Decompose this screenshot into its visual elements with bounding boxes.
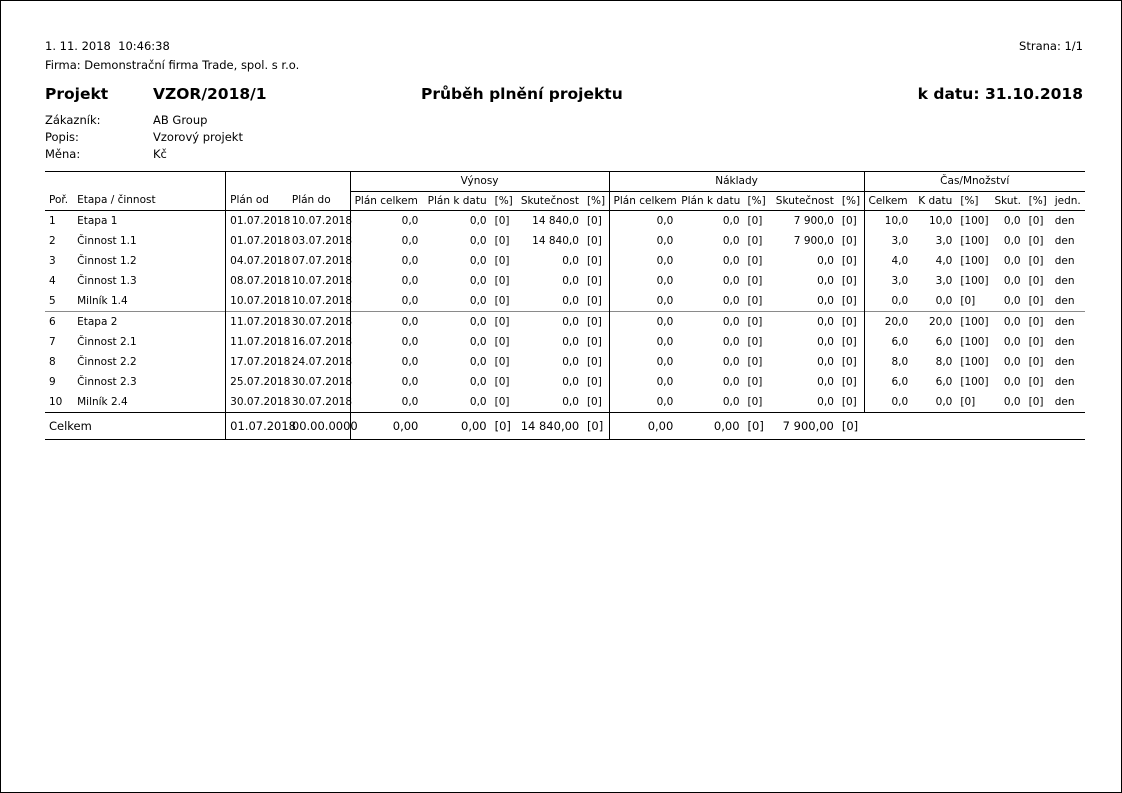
cell-c-jedn: den <box>1054 295 1075 307</box>
cell-v-skutecnost-pct: [0] <box>586 376 602 388</box>
cell-c-k-datu-pct: [100] <box>960 255 989 267</box>
group-header-naklady: Náklady <box>609 172 864 192</box>
cell-v-plan-k-datu: 0,0 <box>469 295 487 307</box>
cell-n-skutecnost: 0,0 <box>817 255 834 267</box>
cell-c-celkem: 0,0 <box>864 392 912 413</box>
total-n-plan-celkem: 0,00 <box>609 413 677 440</box>
cell-c-k-datu-pct: [100] <box>960 215 989 227</box>
cell-v-skutecnost-pct: [0] <box>586 275 602 287</box>
cell-n-plan-k-datu: 0,0 <box>722 356 740 368</box>
cell-c-k-datu-pct: [100] <box>956 312 990 333</box>
description-label: Popis: <box>45 130 79 144</box>
cell-name: Činnost 2.1 <box>77 336 137 348</box>
cell-v-plan-celkem: 0,0 <box>350 332 422 352</box>
cell-v-plan-celkem: 0,0 <box>350 251 422 271</box>
cell-v-plan-k-datu: 0,0 <box>422 312 490 333</box>
cell-name: Činnost 2.2 <box>77 356 137 368</box>
cell-v-plan-celkem: 0,0 <box>350 211 422 232</box>
cell-name: Milník 1.4 <box>77 295 128 307</box>
cell-n-plan-celkem: 0,0 <box>609 312 677 333</box>
cell-v-plan-k-datu-pct: [0] <box>494 255 510 267</box>
col-plan-do: Plán do <box>288 172 350 211</box>
cell-c-skut-pct: [0] <box>1028 295 1044 307</box>
cell-n-skutecnost: 0,0 <box>770 312 838 333</box>
cell-c-jedn: den <box>1051 312 1085 333</box>
cell-n-skutecnost-pct: [0] <box>841 275 857 287</box>
cell-n-skutecnost: 7 900,0 <box>793 235 834 247</box>
cell-n-skutecnost-pct: [0] <box>841 336 857 348</box>
cell-n-plan-k-datu: 0,0 <box>722 215 740 227</box>
cell-c-celkem: 6,0 <box>864 372 912 392</box>
cell-plan-od: 01.07.2018 <box>226 211 288 232</box>
cell-v-plan-k-datu: 0,0 <box>469 376 487 388</box>
project-info <box>45 112 1083 163</box>
cell-v-skutecnost: 0,0 <box>562 255 579 267</box>
cell-name: Činnost 1.3 <box>77 275 137 287</box>
cell-n-plan-k-datu-pct: [0] <box>747 235 763 247</box>
cell-v-plan-k-datu: 0,0 <box>469 336 487 348</box>
col-v-skutecnost-pct: [%] <box>583 192 609 211</box>
cell-c-skut: 0,0 <box>1003 255 1021 267</box>
cell-plan-do: 24.07.2018 <box>291 356 352 368</box>
cell-plan-od: 08.07.2018 <box>226 271 288 291</box>
cell-v-plan-celkem: 0,0 <box>350 312 422 333</box>
cell-c-jedn: den <box>1054 215 1075 227</box>
cell-n-skutecnost-pct: [0] <box>841 356 857 368</box>
report-title: Průběh plnění projektu <box>421 85 623 103</box>
cell-n-plan-k-datu: 0,0 <box>722 295 740 307</box>
cell-c-celkem: 3,0 <box>864 271 912 291</box>
cell-n-plan-k-datu: 0,0 <box>722 255 740 267</box>
total-v-plan-celkem: 0,00 <box>350 413 422 440</box>
cell-v-plan-k-datu: 0,0 <box>469 215 487 227</box>
cell-por: 10 <box>45 392 73 413</box>
col-v-plan-k-datu-pct: [%] <box>491 192 517 211</box>
table-row <box>45 231 1085 251</box>
table-row <box>45 312 1085 333</box>
cell-n-plan-k-datu: 0,0 <box>722 275 740 287</box>
cell-n-plan-celkem: 0,0 <box>609 392 677 413</box>
cell-n-plan-celkem: 0,0 <box>609 271 677 291</box>
report-content <box>45 39 1083 440</box>
cell-v-plan-k-datu-pct: [0] <box>494 336 510 348</box>
cell-v-plan-k-datu-pct: [0] <box>494 295 510 307</box>
table-total-row <box>45 413 1085 440</box>
cell-v-skutecnost-pct: [0] <box>583 392 609 413</box>
cell-c-skut: 0,0 <box>990 312 1024 333</box>
col-por: Poř. <box>45 172 73 211</box>
total-n-skutecnost: 7 900,00 <box>770 413 838 440</box>
table-row <box>45 332 1085 352</box>
cell-plan-od: 10.07.2018 <box>226 291 288 312</box>
cell-v-plan-k-datu-pct: [0] <box>491 392 517 413</box>
cell-por: 9 <box>49 376 56 388</box>
col-plan-od: Plán od <box>226 172 288 211</box>
col-c-k-datu-pct: [%] <box>956 192 990 211</box>
col-n-plan-celkem: Plán celkem <box>609 192 677 211</box>
cell-name: Etapa 1 <box>77 215 118 227</box>
cell-n-skutecnost: 0,0 <box>817 295 834 307</box>
cell-por: 1 <box>49 215 56 227</box>
cell-v-plan-k-datu-pct: [0] <box>491 312 517 333</box>
cell-v-skutecnost: 0,0 <box>562 356 579 368</box>
cell-name: Činnost 1.1 <box>77 235 137 247</box>
col-n-skutecnost-pct: [%] <box>838 192 864 211</box>
cell-c-jedn: den <box>1054 336 1075 348</box>
cell-c-k-datu: 0,0 <box>935 295 953 307</box>
cell-c-skut-pct: [0] <box>1028 336 1044 348</box>
cell-plan-do: 03.07.2018 <box>291 235 352 247</box>
cell-v-skutecnost-pct: [0] <box>586 356 602 368</box>
cell-n-plan-k-datu: 0,0 <box>722 336 740 348</box>
total-n-plan-k-datu: 0,00 <box>677 413 743 440</box>
cell-name: Činnost 1.2 <box>77 255 137 267</box>
cell-n-plan-k-datu: 0,0 <box>722 376 740 388</box>
cell-name: Milník 2.4 <box>73 392 226 413</box>
cell-plan-od: 01.07.2018 <box>226 231 288 251</box>
cell-v-skutecnost: 0,0 <box>517 392 583 413</box>
cell-c-jedn: den <box>1054 235 1075 247</box>
cell-n-plan-k-datu-pct: [0] <box>747 255 763 267</box>
cell-n-skutecnost-pct: [0] <box>841 215 857 227</box>
cell-c-skut-pct: [0] <box>1025 312 1051 333</box>
cell-n-plan-k-datu-pct: [0] <box>744 312 770 333</box>
cell-c-skut-pct: [0] <box>1028 255 1044 267</box>
cell-v-skutecnost: 0,0 <box>562 295 579 307</box>
cell-v-plan-k-datu: 0,0 <box>469 235 487 247</box>
cell-c-k-datu: 20,0 <box>912 312 956 333</box>
cell-c-skut-pct: [0] <box>1025 392 1051 413</box>
cell-n-skutecnost-pct: [0] <box>838 312 864 333</box>
cell-c-skut-pct: [0] <box>1028 275 1044 287</box>
cell-v-plan-k-datu-pct: [0] <box>494 356 510 368</box>
cell-name: Činnost 2.3 <box>77 376 137 388</box>
print-datetime: 1. 11. 2018 10:46:38 <box>45 39 170 53</box>
cell-c-celkem: 20,0 <box>864 312 912 333</box>
cell-c-k-datu-pct: [100] <box>960 356 989 368</box>
cell-n-skutecnost: 0,0 <box>817 275 834 287</box>
col-etapa: Etapa / činnost <box>73 172 226 211</box>
info-row-currency <box>45 146 1083 163</box>
cell-n-plan-celkem: 0,0 <box>609 211 677 232</box>
cell-n-skutecnost: 0,0 <box>817 356 834 368</box>
cell-c-celkem: 0,0 <box>864 291 912 312</box>
cell-v-skutecnost: 14 840,0 <box>532 215 579 227</box>
cell-n-skutecnost-pct: [0] <box>841 255 857 267</box>
cell-c-skut: 0,0 <box>1003 336 1021 348</box>
cell-v-skutecnost-pct: [0] <box>586 336 602 348</box>
cell-c-skut-pct: [0] <box>1028 356 1044 368</box>
cell-por: 7 <box>49 336 56 348</box>
cell-v-skutecnost: 0,0 <box>562 336 579 348</box>
cell-n-plan-celkem: 0,0 <box>609 332 677 352</box>
cell-c-k-datu: 6,0 <box>935 336 953 348</box>
cell-n-plan-k-datu-pct: [0] <box>744 392 770 413</box>
cell-c-celkem: 3,0 <box>864 231 912 251</box>
cell-n-plan-k-datu: 0,0 <box>677 312 743 333</box>
cell-v-plan-celkem: 0,0 <box>350 291 422 312</box>
cell-plan-od: 30.07.2018 <box>226 392 288 413</box>
col-c-skut: Skut. <box>990 192 1024 211</box>
cell-por: 5 <box>49 295 56 307</box>
cell-n-skutecnost: 0,0 <box>817 336 834 348</box>
cell-plan-do: 10.07.2018 <box>291 215 352 227</box>
cell-n-plan-k-datu-pct: [0] <box>747 336 763 348</box>
customer-label: Zákazník: <box>45 113 101 127</box>
cell-v-skutecnost: 0,0 <box>562 275 579 287</box>
table-body <box>45 211 1085 413</box>
cell-v-plan-celkem: 0,0 <box>350 392 422 413</box>
cell-n-plan-celkem: 0,0 <box>609 352 677 372</box>
cell-c-skut: 0,0 <box>1003 235 1021 247</box>
cell-v-plan-celkem: 0,0 <box>350 352 422 372</box>
cell-c-k-datu: 3,0 <box>935 275 953 287</box>
total-n-plan-k-datu-pct: [0] <box>744 413 770 440</box>
col-n-plan-k-datu: Plán k datu <box>677 192 743 211</box>
cell-c-k-datu-pct: [100] <box>960 376 989 388</box>
cell-n-plan-k-datu: 0,0 <box>677 392 743 413</box>
info-row-description <box>45 129 1083 146</box>
cell-c-skut-pct: [0] <box>1028 215 1044 227</box>
cell-c-k-datu: 4,0 <box>935 255 953 267</box>
cell-por: 8 <box>49 356 56 368</box>
cell-v-plan-k-datu-pct: [0] <box>494 215 510 227</box>
total-v-plan-k-datu-pct: [0] <box>491 413 517 440</box>
table-row <box>45 271 1085 291</box>
cell-n-plan-k-datu-pct: [0] <box>747 215 763 227</box>
cell-v-plan-celkem: 0,0 <box>350 271 422 291</box>
cell-c-skut: 0,0 <box>1003 376 1021 388</box>
col-v-plan-k-datu: Plán k datu <box>422 192 490 211</box>
cell-n-skutecnost: 0,0 <box>770 392 838 413</box>
cell-plan-do: 16.07.2018 <box>291 336 352 348</box>
cell-v-plan-k-datu: 0,0 <box>469 275 487 287</box>
col-c-skut-pct: [%] <box>1025 192 1051 211</box>
cell-c-k-datu: 8,0 <box>935 356 953 368</box>
cell-v-plan-k-datu-pct: [0] <box>494 275 510 287</box>
company-line: Firma: Demonstrační firma Trade, spol. s r.o. <box>45 58 300 72</box>
page-meta <box>45 39 1083 54</box>
currency-label: Měna: <box>45 147 81 161</box>
total-v-skutecnost-pct: [0] <box>583 413 609 440</box>
col-n-skutecnost: Skutečnost <box>770 192 838 211</box>
cell-c-k-datu-pct: [100] <box>960 275 989 287</box>
col-v-skutecnost: Skutečnost <box>517 192 583 211</box>
project-label: Projekt <box>45 85 109 103</box>
cell-c-jedn: den <box>1054 356 1075 368</box>
table-row <box>45 352 1085 372</box>
cell-n-plan-celkem: 0,0 <box>609 251 677 271</box>
total-empty <box>864 413 1085 440</box>
cell-c-jedn: den <box>1051 392 1085 413</box>
total-plan-do: 00.00.0000 <box>288 413 350 440</box>
cell-v-plan-k-datu: 0,0 <box>422 392 490 413</box>
cell-n-plan-celkem: 0,0 <box>609 291 677 312</box>
cell-plan-do: 10.07.2018 <box>291 275 352 287</box>
cell-v-plan-k-datu-pct: [0] <box>494 235 510 247</box>
cell-c-k-datu: 6,0 <box>935 376 953 388</box>
cell-n-skutecnost-pct: [0] <box>841 295 857 307</box>
project-code: VZOR/2018/1 <box>153 85 267 103</box>
cell-n-plan-k-datu: 0,0 <box>722 235 740 247</box>
table-row <box>45 372 1085 392</box>
cell-por: 2 <box>49 235 56 247</box>
cell-n-plan-k-datu-pct: [0] <box>747 295 763 307</box>
cell-v-plan-k-datu: 0,0 <box>469 356 487 368</box>
col-v-plan-celkem: Plán celkem <box>350 192 422 211</box>
table-row <box>45 211 1085 232</box>
cell-por: 4 <box>49 275 56 287</box>
col-n-plan-k-datu-pct: [%] <box>744 192 770 211</box>
cell-c-jedn: den <box>1054 376 1075 388</box>
cell-c-celkem: 10,0 <box>864 211 912 232</box>
cell-c-jedn: den <box>1054 255 1075 267</box>
cell-v-skutecnost: 0,0 <box>562 376 579 388</box>
group-header-cas: Čas/Množství <box>864 172 1085 192</box>
cell-plan-do: 07.07.2018 <box>291 255 352 267</box>
project-progress-table <box>45 171 1085 440</box>
table-row <box>45 251 1085 271</box>
cell-n-skutecnost: 7 900,0 <box>793 215 834 227</box>
cell-c-skut: 0,0 <box>1003 275 1021 287</box>
cell-c-k-datu-pct: [0] <box>960 295 976 307</box>
cell-plan-od: 11.07.2018 <box>226 332 288 352</box>
cell-v-skutecnost-pct: [0] <box>586 215 602 227</box>
group-header-vynosy: Výnosy <box>350 172 609 192</box>
currency-value: Kč <box>153 147 167 161</box>
cell-c-jedn: den <box>1054 275 1075 287</box>
cell-c-skut-pct: [0] <box>1028 235 1044 247</box>
cell-por: 6 <box>45 312 73 333</box>
cell-v-plan-k-datu: 0,0 <box>469 255 487 267</box>
cell-v-plan-k-datu-pct: [0] <box>494 376 510 388</box>
cell-c-k-datu-pct: [100] <box>960 235 989 247</box>
col-c-jedn: jedn. <box>1051 192 1085 211</box>
cell-plan-do: 30.07.2018 <box>291 376 352 388</box>
cell-name: Etapa 2 <box>73 312 226 333</box>
total-plan-od: 01.07.2018 <box>226 413 288 440</box>
cell-c-celkem: 4,0 <box>864 251 912 271</box>
cell-c-k-datu-pct: [100] <box>960 336 989 348</box>
cell-n-plan-k-datu-pct: [0] <box>747 376 763 388</box>
cell-c-skut: 0,0 <box>990 392 1024 413</box>
total-v-skutecnost: 14 840,00 <box>517 413 583 440</box>
total-v-plan-k-datu: 0,00 <box>422 413 490 440</box>
cell-c-skut-pct: [0] <box>1028 376 1044 388</box>
col-c-k-datu: K datu <box>912 192 956 211</box>
report-title-row <box>45 85 1083 103</box>
cell-plan-do: 10.07.2018 <box>291 295 352 307</box>
page-number: Strana: 1/1 <box>1019 39 1083 53</box>
cell-plan-od: 04.07.2018 <box>226 251 288 271</box>
cell-v-skutecnost: 0,0 <box>517 312 583 333</box>
cell-por: 3 <box>49 255 56 267</box>
cell-v-skutecnost-pct: [0] <box>586 235 602 247</box>
table-row <box>45 392 1085 413</box>
cell-n-plan-celkem: 0,0 <box>609 372 677 392</box>
cell-v-plan-celkem: 0,0 <box>350 372 422 392</box>
cell-v-skutecnost-pct: [0] <box>583 312 609 333</box>
cell-v-skutecnost: 14 840,0 <box>532 235 579 247</box>
cell-n-skutecnost: 0,0 <box>817 376 834 388</box>
cell-n-skutecnost-pct: [0] <box>841 376 857 388</box>
customer-value: AB Group <box>153 113 208 127</box>
cell-c-skut: 0,0 <box>1003 215 1021 227</box>
cell-n-plan-k-datu-pct: [0] <box>747 356 763 368</box>
cell-c-k-datu: 0,0 <box>912 392 956 413</box>
total-n-skutecnost-pct: [0] <box>838 413 864 440</box>
cell-plan-do: 30.07.2018 <box>288 312 350 333</box>
cell-c-skut: 0,0 <box>1003 356 1021 368</box>
cell-v-skutecnost-pct: [0] <box>586 295 602 307</box>
cell-n-plan-celkem: 0,0 <box>609 231 677 251</box>
cell-c-k-datu-pct: [0] <box>956 392 990 413</box>
cell-c-celkem: 8,0 <box>864 352 912 372</box>
report-date: k datu: 31.10.2018 <box>917 85 1083 103</box>
cell-n-skutecnost-pct: [0] <box>841 235 857 247</box>
cell-c-k-datu: 10,0 <box>928 215 953 227</box>
cell-n-plan-k-datu-pct: [0] <box>747 275 763 287</box>
cell-c-celkem: 6,0 <box>864 332 912 352</box>
info-row-customer <box>45 112 1083 129</box>
cell-v-skutecnost-pct: [0] <box>586 255 602 267</box>
cell-plan-od: 25.07.2018 <box>226 372 288 392</box>
cell-plan-od: 17.07.2018 <box>226 352 288 372</box>
table-row <box>45 291 1085 312</box>
description-value: Vzorový projekt <box>153 130 243 144</box>
cell-n-skutecnost-pct: [0] <box>838 392 864 413</box>
cell-plan-od: 11.07.2018 <box>226 312 288 333</box>
cell-c-k-datu: 3,0 <box>935 235 953 247</box>
cell-v-plan-celkem: 0,0 <box>350 231 422 251</box>
col-c-celkem: Celkem <box>864 192 912 211</box>
total-label: Celkem <box>45 413 226 440</box>
cell-c-skut: 0,0 <box>1003 295 1021 307</box>
cell-plan-do: 30.07.2018 <box>288 392 350 413</box>
